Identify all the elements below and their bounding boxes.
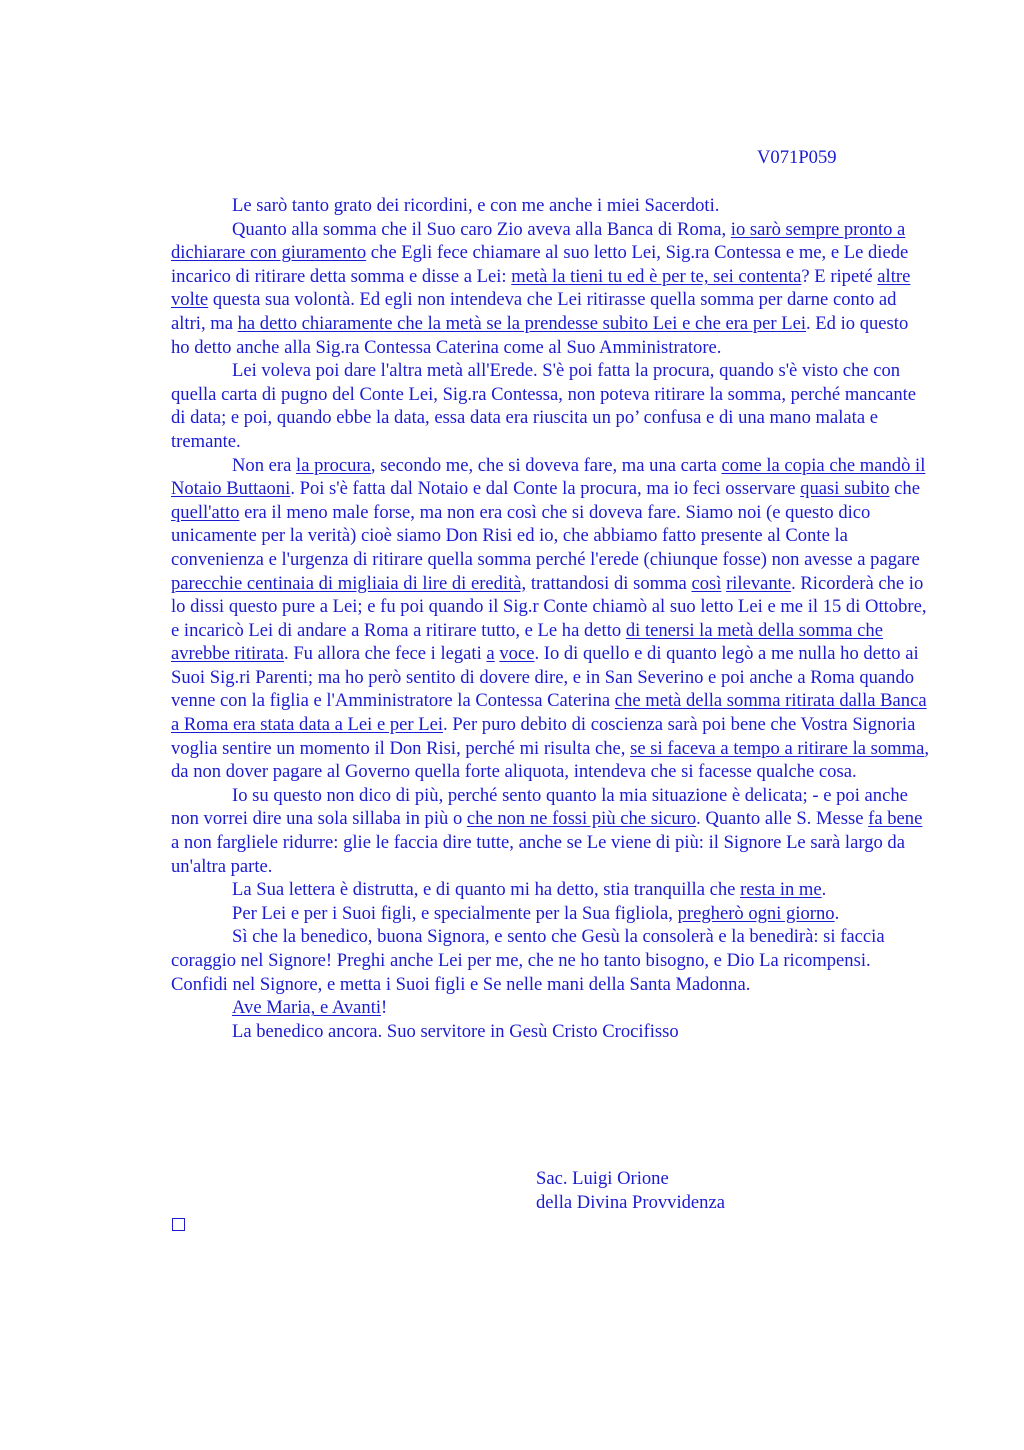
underlined-text: metà la tieni tu ed è per te, sei contenta <box>511 265 802 287</box>
letter-body <box>171 194 931 1043</box>
letter-paragraph <box>171 902 931 926</box>
text-run: Per Lei e per i Suoi figli, e specialmente per la Sua figliola, <box>232 902 678 924</box>
text-run: . Ed io questo ho detto anche alla Sig.ra Contessa Caterina come al Suo Amministratore. <box>171 312 909 358</box>
underlined-text: resta in me <box>740 879 822 901</box>
text-run: Quanto alla somma che il Suo caro Zio aveva alla Banca di Roma, <box>232 218 731 240</box>
letter-paragraph <box>171 194 931 218</box>
letter-paragraph <box>171 925 931 996</box>
underlined-text: altre volte <box>171 265 911 311</box>
letter-paragraph <box>171 996 931 1020</box>
page-code: V071P059 <box>757 147 837 168</box>
letter-paragraph <box>171 784 931 878</box>
letter-paragraph <box>171 1020 931 1044</box>
text-run: era il meno male forse, ma non era così che si doveva fare. Siamo noi (e questo dico unicamente per la verità) cioè siamo Don Risi ed io, che abbiamo fatto presente al Conte la convenienza e l'urgenza di ritirare quella somma perché l'erede (chiunque fosse) non avesse a pagare <box>171 501 920 570</box>
underlined-text: quell'atto <box>171 501 240 523</box>
square-outline-icon <box>172 1218 185 1231</box>
underlined-text: se si faceva a tempo a ritirare la somma <box>630 737 925 759</box>
text-run: . Quanto alle S. Messe <box>696 808 869 830</box>
text-run: che <box>889 478 920 500</box>
text-run: , secondo me, che si doveva fare, ma una carta <box>370 454 722 476</box>
text-run: . Per puro debito di coscienza sarà poi bene che Vostra Signoria voglia sentire un momento il Don Risi, perché mi risulta che, <box>171 714 916 759</box>
text-run: Non era <box>232 454 297 476</box>
letter-paragraph <box>171 359 931 453</box>
underlined-text: la procura <box>296 454 371 476</box>
text-run: . <box>821 879 827 901</box>
text-run: . Ricorderà che io lo dissi questo pure a Lei; e fu poi quando il Sig.r Conte chiamò al suo letto Lei e me il 15 di Ottobre, e incaricò Lei di andare a Roma a ritirare tutto, e Le ha detto <box>171 572 927 641</box>
underlined-text: a <box>486 643 495 665</box>
letter-paragraph <box>171 454 931 784</box>
text-run: Lei voleva poi dare l'altra metà all'Erede. S'è poi fatta la procura, quando s'è visto che con quella carta di pugno del Conte Lei, Sig.ra Contessa, non poteva ritirare la somma, perché mancante di data; e poi, quando ebbe la data, essa data era riuscita un po’ confusa e di una mano malata e tremante. <box>171 360 917 452</box>
text-run: Sì che la benedico, buona Signora, e sento che Gesù la consolerà e la benedirà: si faccia coraggio nel Signore! Preghi anche Lei per me, che ne ho tanto bisogno, e Dio La ricompensi. Confidi nel Signore, e metta i Suoi figli e Se nelle mani della Santa Madonna. <box>171 926 885 995</box>
text-run: , da non dover pagare al Governo quella forte aliquota, intendeva che si facesse qualche cosa. <box>171 737 930 783</box>
text-run: . Fu allora che fece i legati <box>284 643 487 665</box>
underlined-text: io sarò sempre pronto a dichiarare con giuramento <box>171 218 906 264</box>
underlined-text: che non ne fossi più che sicuro <box>466 808 697 830</box>
text-run: La benedico ancora. Suo servitore in Gesù Cristo Crocifisso <box>232 1020 679 1042</box>
underlined-text: che metà della somma ritirata dalla Banca a Roma era stata data a Lei e per Lei <box>171 690 927 736</box>
underlined-text: quasi subito <box>800 478 890 500</box>
text-run: . <box>834 902 840 924</box>
underlined-text: ha detto chiaramente che la metà se la prendesse subito Lei e che era per Lei <box>237 312 806 334</box>
text-run: ? E ripeté <box>801 265 878 287</box>
text-run: che Egli fece chiamare al suo letto Lei, Sig.ra Contessa e me, e Le diede incarico di ritirare detta somma e disse a Lei: <box>171 242 909 287</box>
underlined-text: pregherò ogni giorno <box>677 902 835 924</box>
text-run: . Poi s'è fatta dal Notaio e dal Conte la procura, ma io feci osservare <box>290 478 801 500</box>
text-run: ! <box>381 997 388 1019</box>
text-run: questa sua volontà. Ed egli non intendeva che Lei ritirasse quella somma per darne conto ad altri, ma <box>171 289 897 334</box>
text-run: Io su questo non dico di più, perché sento quanto la mia situazione è delicata; - e poi anche non vorrei dire una sola sillaba in più o <box>171 784 908 830</box>
letter-paragraph <box>171 218 931 360</box>
letter-paragraph <box>171 878 931 902</box>
underlined-text: così <box>691 572 722 594</box>
text-run: a non fargliele ridurre: glie le faccia dire tutte, anche se Le viene di più: il Signore Le sarà largo da un'altra parte. <box>171 832 905 877</box>
underlined-text: voce <box>499 643 535 665</box>
text-run: trattandosi di somma <box>526 572 692 594</box>
text-run: Le sarò tanto grato dei ricordini, e con me anche i miei Sacerdoti. <box>232 195 720 216</box>
underlined-text: parecchie centinaia di migliaia di lire di eredità, <box>171 572 527 594</box>
signature-title: della Divina Provvidenza <box>536 1192 725 1213</box>
signature-name: Sac. Luigi Orione <box>536 1168 669 1189</box>
underlined-text: Ave Maria, e Avanti <box>232 997 382 1019</box>
underlined-text: fa bene <box>868 808 923 830</box>
text-run: La Sua lettera è distrutta, e di quanto mi ha detto, stia tranquilla che <box>232 879 741 901</box>
underlined-text: rilevante <box>726 572 792 594</box>
text-run: . Io di quello e di quanto legò a me nulla ho detto ai Suoi Sig.ri Parenti; ma ho però sentito di dovere dire, e in San Severino e poi anche a Roma quando venne con la figlia e l'Amministratore la Contessa Caterina <box>171 643 919 712</box>
underlined-text: di tenersi la metà della somma che avrebbe ritirata <box>171 619 883 665</box>
signature-block <box>536 1167 725 1215</box>
underlined-text: come la copia che mandò il Notaio Buttaoni <box>171 454 926 500</box>
